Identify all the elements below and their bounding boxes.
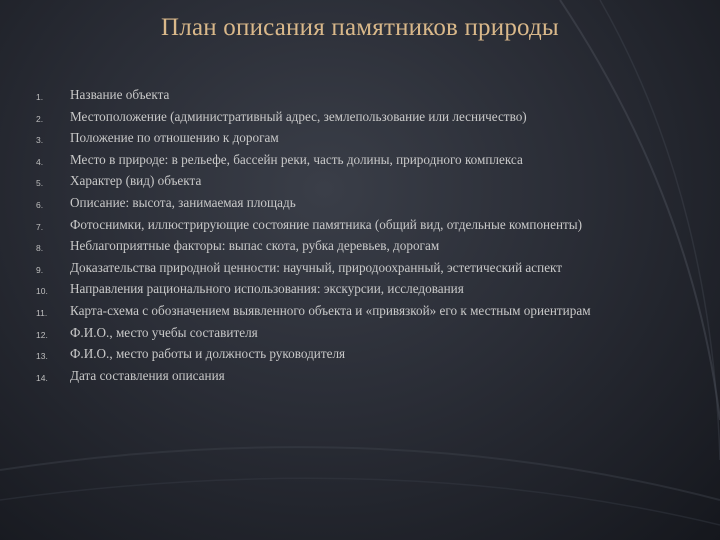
item-number: 13.	[36, 351, 48, 362]
item-text: Ф.И.О., место учебы составителя	[70, 324, 258, 340]
item-number: 14.	[36, 372, 48, 383]
item-number: 11.	[36, 307, 48, 318]
list-item	[36, 195, 646, 213]
item-text: Направления рационального использования: экскурсии, исследования	[70, 281, 464, 297]
item-number: 10.	[36, 286, 48, 297]
item-number: 5.	[36, 178, 44, 189]
item-text: Фотоснимки, иллюстрирующие состояние памятника (общий вид, отдельные компоненты)	[70, 216, 583, 232]
list-item	[36, 152, 646, 170]
list-item	[36, 130, 646, 148]
item-text: Характер (вид) объекта	[70, 173, 202, 189]
list-item	[36, 281, 646, 299]
list-item	[36, 109, 646, 127]
list-item	[36, 368, 646, 386]
list-item	[36, 303, 646, 321]
item-text: Карта-схема с обозначением выявленного объекта и «привязкой» его к местным ориентирам	[70, 302, 591, 318]
list-item	[36, 346, 646, 364]
item-number: 4.	[36, 156, 44, 167]
item-number: 12.	[36, 329, 48, 340]
list-item	[36, 325, 646, 343]
item-text: Место в природе: в рельефе, бассейн реки, часть долины, природного комплекса	[70, 151, 523, 167]
item-number: 3.	[36, 135, 44, 146]
item-number: 2.	[36, 113, 44, 124]
description-plan-list	[36, 87, 646, 389]
item-number: 6.	[36, 199, 44, 210]
item-text: Название объекта	[70, 87, 170, 102]
item-number: 8.	[36, 243, 44, 254]
item-text: Дата составления описания	[70, 367, 225, 383]
item-text: Местоположение (административный адрес, землепользование или лесничество)	[70, 108, 527, 124]
list-item	[36, 238, 646, 256]
item-number: 9.	[36, 264, 44, 275]
item-text: Ф.И.О., место работы и должность руководителя	[70, 346, 346, 362]
item-text: Неблагоприятные факторы: выпас скота, рубка деревьев, дорогам	[70, 238, 440, 254]
item-text: Доказательства природной ценности: научный, природоохранный, эстетический аспект	[70, 259, 563, 275]
list-item	[36, 173, 646, 191]
list-item	[36, 260, 646, 278]
item-number: 1.	[36, 92, 44, 102]
item-text: Положение по отношению к дорогам	[70, 130, 279, 146]
slide-title: План описания памятников природы	[161, 14, 559, 41]
item-text: Описание: высота, занимаемая площадь	[70, 194, 296, 210]
list-item	[36, 217, 646, 235]
list-item	[36, 87, 646, 105]
item-number: 7.	[36, 221, 44, 232]
